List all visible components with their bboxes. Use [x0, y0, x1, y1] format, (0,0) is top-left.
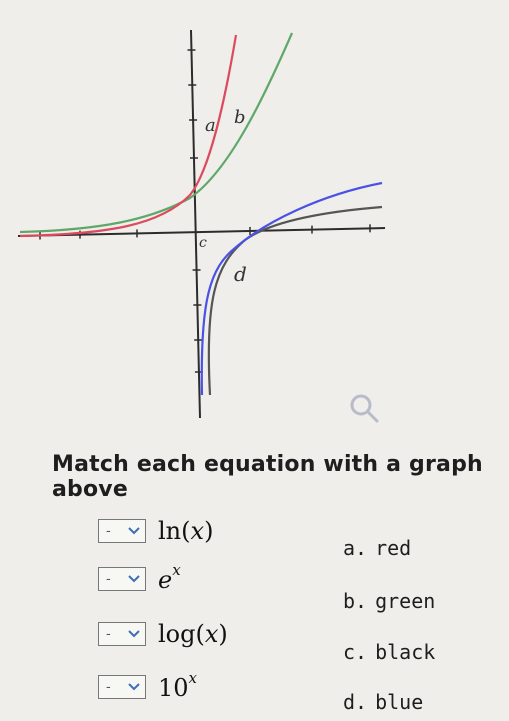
answer-dropdown-4[interactable]: [98, 675, 146, 699]
chevron-down-icon: [128, 630, 140, 638]
equation-row-4: [98, 668, 198, 702]
chevron-down-icon: [128, 527, 140, 535]
curve-a-red: [20, 35, 236, 236]
question-prompt: Match each equation with a graph above: [52, 452, 483, 502]
dropdown-value: -: [106, 523, 111, 539]
option-b: b. green: [343, 589, 436, 613]
equation-label-3: log(x): [158, 620, 228, 648]
curve-label-d: d: [234, 262, 247, 286]
equation-label-2: $e^x$: [158, 560, 181, 594]
curve-b-green: [20, 33, 292, 232]
axis-ticks: [40, 50, 370, 372]
answer-dropdown-2[interactable]: [98, 567, 146, 591]
option-d: d. blue: [343, 690, 424, 714]
dropdown-value: -: [106, 571, 111, 587]
equation-label-4: 10$^x$: [158, 668, 198, 702]
answer-dropdown-3[interactable]: [98, 622, 146, 646]
dropdown-value: -: [106, 679, 111, 695]
chevron-down-icon: [128, 683, 140, 691]
equation-label-1: ln(x): [158, 517, 214, 545]
chevron-down-icon: [128, 575, 140, 583]
curve-label-b: b: [234, 107, 246, 128]
curve-d-blue: [202, 183, 382, 395]
equation-row-2: [98, 560, 181, 594]
curve-c-black: [209, 207, 382, 395]
curve-label-a: a: [205, 115, 216, 136]
dropdown-value: -: [106, 626, 111, 642]
option-a: a. red: [343, 536, 412, 560]
curve-label-c: c: [199, 235, 207, 251]
magnifier-icon[interactable]: [345, 389, 385, 429]
answer-dropdown-1[interactable]: [98, 519, 146, 543]
equation-row-1: [98, 516, 213, 546]
y-axis: [191, 30, 200, 418]
option-c: c. black: [343, 640, 436, 664]
equation-row-3: [98, 619, 228, 649]
